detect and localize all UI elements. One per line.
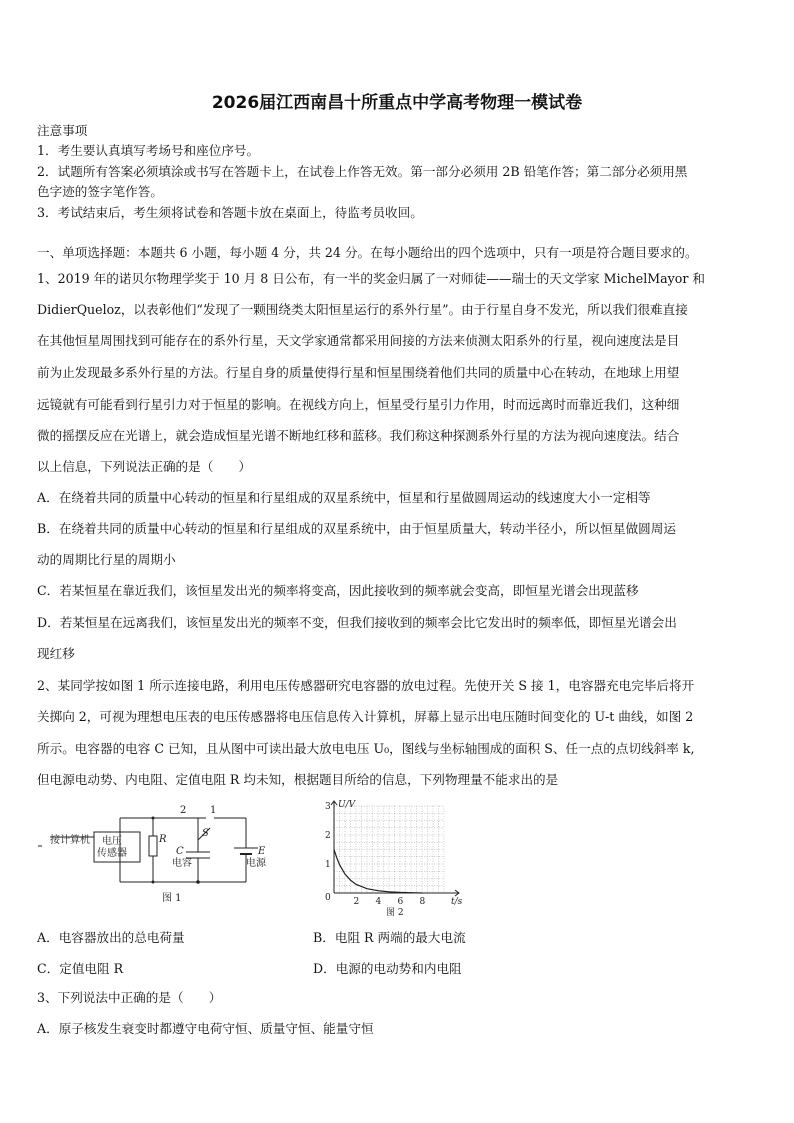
circuit-diagram (36, 800, 286, 910)
q3-option: A．原子核发生衰变时都遵守电荷守恒、质量守恒、能量守恒 (37, 1021, 374, 1036)
capacitor-label: 电容 (172, 858, 192, 869)
q1-option: A．在绕着共同的质量中心转动的恒星和行星组成的双星系统中，恒星和行星做圆周运动的线速度大小一定相等 (37, 490, 651, 505)
junction-dot (152, 817, 155, 820)
x-tick-label: 4 (375, 897, 382, 907)
notice-item: 2．试题所有答案必须填涂或书写在答题卡上，在试卷上作答无效。第一部分必须用 2B 铅笔作答；第二部分必须用黑 (37, 164, 688, 179)
source-label: 电源 (246, 858, 266, 869)
capacitor-symbol-label: C (176, 846, 184, 857)
x-axis-label: t/s (451, 897, 463, 907)
sensor-label: 电压 (102, 836, 122, 847)
q2-stem-line: 所示。电容器的电容 C 已知，且从图中可读出最大放电电压 U₀，图线与坐标轴围成的面积 S、任一点的点切线斜率 k, (37, 741, 695, 756)
x-tick-label: 8 (419, 897, 426, 907)
q2-stem-line: 关掷向 2，可视为理想电压表的电压传感器将电压信息传入计算机，屏幕上显示出电压随时间变化的 U-t 曲线，如图 2 (37, 709, 694, 724)
terminal-1-label: 1 (210, 805, 217, 816)
battery-symbol-label: E (258, 846, 266, 857)
q2-option-d: D．电源的电动势和内电阻 (313, 961, 462, 976)
q2-option-b: B．电阻 R 两端的最大电流 (313, 930, 466, 945)
figure-1-caption: 图 1 (162, 893, 182, 904)
section-heading: 一、单项选择题：本题共 6 小题，每小题 4 分，共 24 分。在每小题给出的四个选项中，只有一项是符合题目要求的。 (37, 245, 698, 260)
q1-option: C．若某恒星在靠近我们，该恒星发出光的频率将变高，因此接收到的频率就会变高，即恒星光谱会出现蓝移 (37, 583, 639, 598)
y-tick-label: 2 (325, 831, 331, 841)
q1-option: 现红移 (37, 646, 75, 661)
x-tick-label: 6 (397, 897, 404, 907)
resistor-r (149, 836, 157, 856)
junction-dot (152, 881, 155, 884)
page-title: 2026届江西南昌十所重点中学高考物理一模试卷 (211, 93, 583, 113)
q1-stem-line: 1、2019 年的诺贝尔物理学奖于 10 月 8 日公布，有一半的奖金归属了一对师徒——瑞士的天文学家 MichelMayor 和 (37, 271, 705, 286)
junction-dot (196, 880, 200, 884)
q1-stem-line: DidierQueloz，以表彰他们“发现了一颗围绕类太阳恒星运行的系外行星”。由于行星自身不发光，所以我们很难直接 (37, 302, 688, 317)
u-t-chart (316, 796, 466, 920)
q3-stem: 3、下列说法中正确的是（ ） (37, 990, 222, 1005)
q1-stem-line: 微的摇摆反应在光谱上，就会造成恒星光谱不断地红移和蓝移。我们称这种探测系外行星的方法为视向速度法。结合 (37, 428, 680, 443)
q2-option-a: A．电容器放出的总电荷量 (37, 930, 185, 945)
chart-axes (331, 801, 459, 896)
switch-label: S (202, 828, 209, 839)
q1-stem-line: 远镜就有可能看到行星引力对于恒星的影响。在视线方向上，恒星受行星引力作用，时而远离时而靠近我们，这种细 (37, 397, 680, 412)
q2-stem-line: 但电源电动势、内电阻、定值电阻 R 均未知，根据题目所给的信息，下列物理量不能求出的是 (37, 772, 559, 787)
q1-stem-line: 以上信息，下列说法正确的是（ ） (37, 459, 252, 474)
q1-option: D．若某恒星在远离我们，该恒星发出光的频率不变，但我们接收到的频率会比它发出时的频率低，即恒星光谱会出 (37, 615, 677, 630)
notice-heading: 注意事项 (37, 123, 88, 138)
figure-2-caption: 图 2 (386, 908, 404, 918)
to-computer-label: 接计算机 (50, 835, 90, 846)
q1-stem-line: 在其他恒星周围找到可能存在的系外行星，天文学家通常都采用间接的方法来侦测太阳系外的行星，视向速度法是目 (37, 333, 680, 348)
chart-ticks (325, 802, 426, 907)
notice-item: 色字迹的签字笔作答。 (37, 184, 163, 199)
q2-option-c: C．定值电阻 R (37, 961, 124, 976)
y-tick-label: 1 (325, 860, 331, 870)
q1-option: 动的周期比行星的周期小 (37, 552, 176, 567)
x-tick-label: 2 (353, 897, 360, 907)
terminal-2-label: 2 (180, 805, 187, 816)
y-tick-label: 3 (325, 802, 331, 812)
y-axis-label: U/V (338, 800, 356, 810)
q2-stem-line: 2、某同学按如图 1 所示连接电路，利用电压传感器研究电容器的放电过程。先使开关 S 接 1，电容器充电完毕后将开 (37, 678, 695, 693)
notice-item: 1．考生要认真填写考场号和座位序号。 (37, 143, 260, 158)
sensor-label: 传感器 (97, 848, 127, 859)
notice-item: 3．考试结束后，考生须将试卷和答题卡放在桌面上，待监考员收回。 (37, 205, 423, 220)
q1-option: B．在绕着共同的质量中心转动的恒星和行星组成的双星系统中，由于恒星质量大，转动半径小，所以恒星做圆周运 (37, 521, 676, 536)
origin-label: 0 (325, 893, 331, 903)
q1-stem-line: 前为止发现最多系外行星的方法。行星自身的质量使得行星和恒星围绕着他们共同的质量中心在转动，在地球上用望 (37, 365, 680, 380)
resistor-label: R (159, 834, 167, 845)
